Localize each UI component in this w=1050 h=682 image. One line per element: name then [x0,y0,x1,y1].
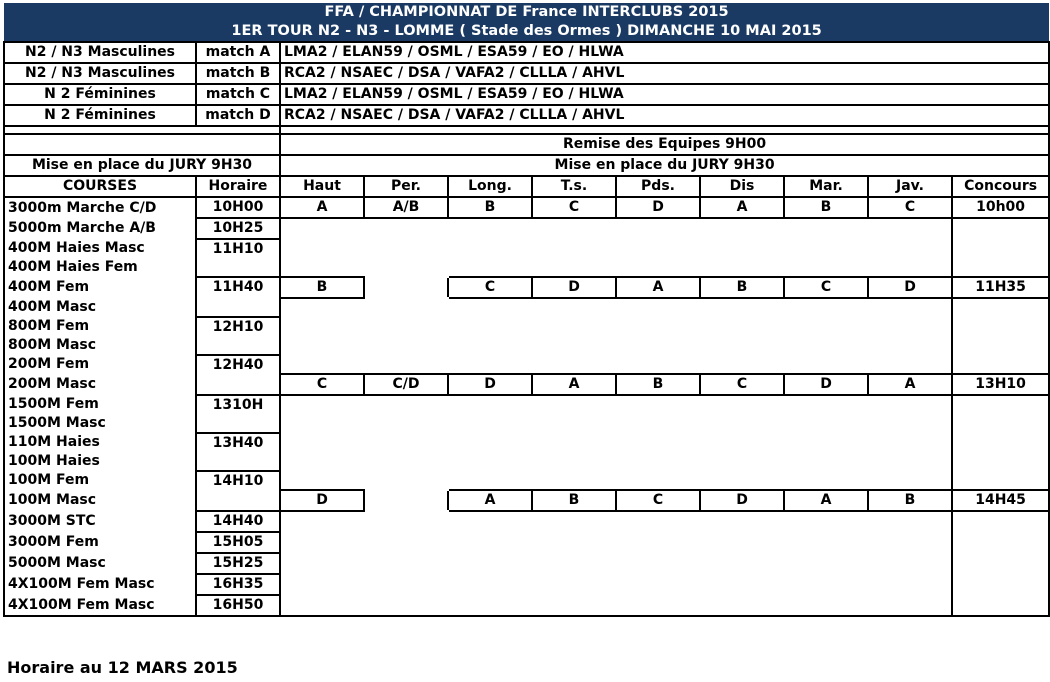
course-name: 3000M STC [4,511,196,532]
course-time: 1310H [196,395,280,433]
event-header: Per. [364,176,448,197]
empty-block [280,218,952,277]
course-name: 1500M Masc [4,414,196,433]
event-cell: B [616,374,700,395]
course-row [4,374,1049,395]
course-name: 100M Fem [4,471,196,490]
courses-header: COURSES [4,176,196,197]
event-cell: B [868,490,952,511]
remise-row [4,134,1049,155]
match-teams: LMA2 / ELAN59 / OSML / ESA59 / EO / HLWA [280,42,1049,63]
course-name: 800M Fem [4,317,196,336]
concours-header: Concours [952,176,1049,197]
match-label: match C [196,84,280,105]
course-time: 15H25 [196,553,280,574]
concours-time: 14H45 [952,490,1049,511]
event-cell: C [700,374,784,395]
event-cell: D [280,490,364,511]
course-name: 100M Masc [4,490,196,511]
course-time: 10H00 [196,197,280,218]
empty-block [280,298,952,374]
match-row [4,63,1049,84]
schedule-table [3,3,1050,617]
match-label: match B [196,63,280,84]
jury-row [4,155,1049,176]
event-header: Dis [700,176,784,197]
course-time: 14H40 [196,511,280,532]
jury-right: Mise en place du JURY 9H30 [280,155,1049,176]
concours-blank [952,298,1049,374]
event-header: Long. [448,176,532,197]
course-name: 400M Haies Masc [4,239,196,258]
match-label: match D [196,105,280,126]
empty-cell [364,490,448,511]
event-cell: A [448,490,532,511]
course-row [4,298,1049,317]
course-row [4,277,1049,298]
event-cell: A [280,197,364,218]
page-subtitle: 1ER TOUR N2 - N3 - LOMME ( Stade des Ormes ) DIMANCHE 10 MAI 2015 [4,22,1049,42]
spacer-cell [280,126,1049,134]
blank-cell [4,134,280,155]
match-row [4,42,1049,63]
event-cell: D [448,374,532,395]
course-name: 1500M Fem [4,395,196,414]
empty-block [280,395,952,490]
match-row [4,105,1049,126]
event-cell: D [868,277,952,298]
event-cell: C [868,197,952,218]
event-cell: C [448,277,532,298]
course-name: 400M Masc [4,298,196,317]
course-time: 10H25 [196,218,280,239]
event-cell: D [784,374,868,395]
course-time: 14H10 [196,471,280,511]
course-name: 5000m Marche A/B [4,218,196,239]
concours-blank [952,395,1049,490]
event-cell: C [532,197,616,218]
course-time: 16H50 [196,595,280,616]
course-time: 13H40 [196,433,280,471]
concours-blank [952,511,1049,616]
header-row [4,176,1049,197]
course-name: 4X100M Fem Masc [4,595,196,616]
match-teams: RCA2 / NSAEC / DSA / VAFA2 / CLLLA / AHVL [280,105,1049,126]
course-time: 11H40 [196,277,280,317]
match-row [4,84,1049,105]
horaire-header: Horaire [196,176,280,197]
event-cell: A [616,277,700,298]
course-name: 110M Haies [4,433,196,452]
event-cell: C [616,490,700,511]
event-cell: D [700,490,784,511]
match-category: N 2 Féminines [4,105,196,126]
course-time: 12H40 [196,355,280,395]
concours-blank [952,218,1049,277]
course-name: 3000m Marche C/D [4,197,196,218]
event-header: Mar. [784,176,868,197]
course-row [4,511,1049,532]
course-name: 3000M Fem [4,532,196,553]
event-cell: A [532,374,616,395]
concours-time: 10h00 [952,197,1049,218]
event-cell: B [700,277,784,298]
event-header: Pds. [616,176,700,197]
match-teams: LMA2 / ELAN59 / OSML / ESA59 / EO / HLWA [280,84,1049,105]
event-cell: B [448,197,532,218]
course-time: 12H10 [196,317,280,355]
spacer-row [4,126,1049,134]
event-cell: D [616,197,700,218]
concours-time: 11H35 [952,277,1049,298]
match-category: N2 / N3 Masculines [4,42,196,63]
match-teams: RCA2 / NSAEC / DSA / VAFA2 / CLLLA / AHVL [280,63,1049,84]
footer-note: Horaire au 12 MARS 2015 [7,658,238,677]
course-row [4,395,1049,414]
course-name: 400M Fem [4,277,196,298]
event-header: Jav. [868,176,952,197]
concours-time: 13H10 [952,374,1049,395]
course-row [4,218,1049,239]
event-header: T.s. [532,176,616,197]
course-name: 200M Masc [4,374,196,395]
course-name: 5000M Masc [4,553,196,574]
title-row [4,3,1049,22]
subtitle-row [4,22,1049,42]
course-time: 11H10 [196,239,280,277]
course-name: 200M Fem [4,355,196,374]
match-label: match A [196,42,280,63]
course-row [4,490,1049,511]
page-title: FFA / CHAMPIONNAT DE France INTERCLUBS 2015 [4,3,1049,22]
event-cell: A [868,374,952,395]
course-name: 400M Haies Fem [4,258,196,277]
course-name: 800M Masc [4,336,196,355]
course-name: 100M Haies [4,452,196,471]
match-category: N2 / N3 Masculines [4,63,196,84]
course-row [4,197,1049,218]
event-cell: B [280,277,364,298]
empty-cell [364,277,448,298]
event-cell: C [784,277,868,298]
remise-equipes: Remise des Equipes 9H00 [280,134,1049,155]
event-cell: D [532,277,616,298]
event-cell: A [700,197,784,218]
empty-block [280,511,952,616]
course-time: 16H35 [196,574,280,595]
course-name: 4X100M Fem Masc [4,574,196,595]
event-cell: A [784,490,868,511]
event-cell: C/D [364,374,448,395]
event-header: Haut [280,176,364,197]
event-cell: C [280,374,364,395]
jury-left: Mise en place du JURY 9H30 [4,155,280,176]
event-cell: A/B [364,197,448,218]
course-time: 15H05 [196,532,280,553]
event-cell: B [532,490,616,511]
spacer-cell [4,126,280,134]
match-category: N 2 Féminines [4,84,196,105]
event-cell: B [784,197,868,218]
